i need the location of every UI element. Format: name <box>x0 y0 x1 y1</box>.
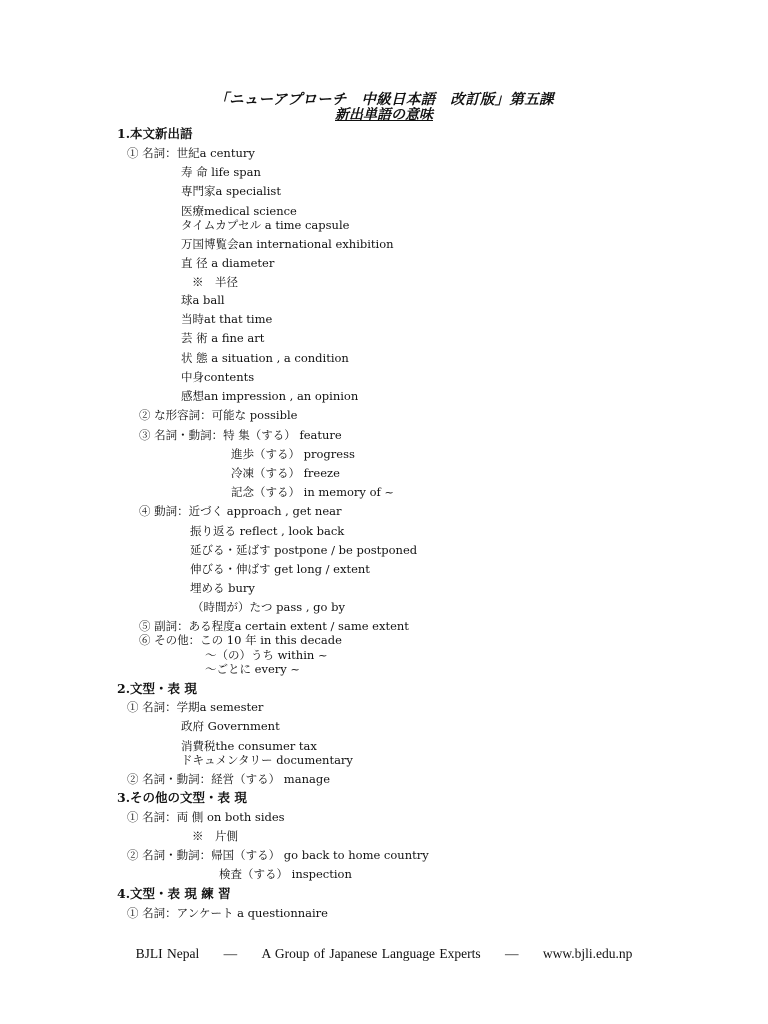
vocab-entry: ※ 半径 <box>192 275 238 289</box>
vocab-entry: ドキュメンタリー documentary <box>181 753 353 767</box>
vocab-entry: 振り返る reflect , look back <box>190 524 345 538</box>
section-heading: 2.文型・表 現 <box>117 681 197 696</box>
vocab-entry: 政府 Government <box>181 719 280 733</box>
section-heading: 1.本文新出語 <box>117 126 193 141</box>
vocab-entry: 寿 命 life span <box>181 165 261 179</box>
vocab-entry: 中身contents <box>181 370 255 384</box>
section-heading: 3.その他の文型・表 現 <box>117 790 247 805</box>
footer-tagline: A Group of Japanese Language Experts <box>261 946 481 961</box>
vocab-entry: ③ 名詞・動詞：特 集（する） feature <box>139 428 342 442</box>
page-subtitle <box>0 104 768 124</box>
vocab-entry: ② な形容詞：可能な possible <box>139 408 298 422</box>
vocab-entry: 延びる・延ばす postpone / be postponed <box>190 543 418 557</box>
vocab-entry: 球a ball <box>181 293 225 307</box>
vocab-entry: 埋める bury <box>190 581 255 595</box>
vocab-entry: （時間が）たつ pass , go by <box>192 600 345 614</box>
footer-dash: — <box>504 946 519 961</box>
vocab-entry: ⑥ その他：この 10 年 in this decade <box>139 633 342 647</box>
vocab-entry: 検査（する） inspection <box>219 867 352 881</box>
page-title: 「ニューアプローチ 中級日本語 改訂版」第五課 <box>214 91 554 108</box>
vocab-entry: ～ごとに every ~ <box>205 662 301 676</box>
section-heading: 4.文型・表 現 練 習 <box>117 886 231 901</box>
vocab-entry: 芸 術 a fine art <box>181 331 265 345</box>
vocab-entry: 当時at that time <box>181 312 273 326</box>
footer-org: BJLI Nepal <box>135 946 200 961</box>
vocab-entry: タイムカプセル a time capsule <box>181 218 350 232</box>
vocab-entry: 感想an impression , an opinion <box>181 389 359 403</box>
vocab-entry: 専門家a specialist <box>181 184 281 198</box>
vocab-entry: 直 径 a diameter <box>181 256 275 270</box>
vocab-entry: ① 名詞：世紀a century <box>127 146 255 160</box>
vocab-entry: ② 名詞・動詞：帰国（する） go back to home country <box>127 848 429 862</box>
vocab-entry: ⑤ 副詞：ある程度a certain extent / same extent <box>139 619 409 633</box>
vocab-entry: ① 名詞：アンケート a questionnaire <box>127 906 328 920</box>
vocab-entry: ～（の）うち within ~ <box>205 648 328 662</box>
page-footer <box>0 946 768 962</box>
vocab-entry: ① 名詞：両 側 on both sides <box>127 810 285 824</box>
vocab-entry: 状 態 a situation , a condition <box>181 351 349 365</box>
subtitle-text: 新出単語の意味 <box>335 107 433 123</box>
vocab-entry: ① 名詞：学期a semester <box>127 700 264 714</box>
vocab-entry: 伸びる・伸ばす get long / extent <box>190 562 370 576</box>
footer-url: www.bjli.edu.np <box>542 946 633 961</box>
vocab-entry: 消費税the consumer tax <box>181 739 317 753</box>
vocab-entry: 進歩（する） progress <box>231 447 355 461</box>
vocab-entry: ② 名詞・動詞：経営（する） manage <box>127 772 331 786</box>
vocab-entry: ④ 動詞：近づく approach , get near <box>139 504 342 518</box>
vocab-entry: ※ 片側 <box>192 829 238 843</box>
vocab-entry: 冷凍（する） freeze <box>231 466 340 480</box>
vocab-entry: 万国博覧会an international exhibition <box>181 237 394 251</box>
vocab-entry: 記念（する） in memory of ~ <box>231 485 395 499</box>
footer-dash: — <box>223 946 238 961</box>
vocab-entry: 医療medical science <box>181 204 297 218</box>
